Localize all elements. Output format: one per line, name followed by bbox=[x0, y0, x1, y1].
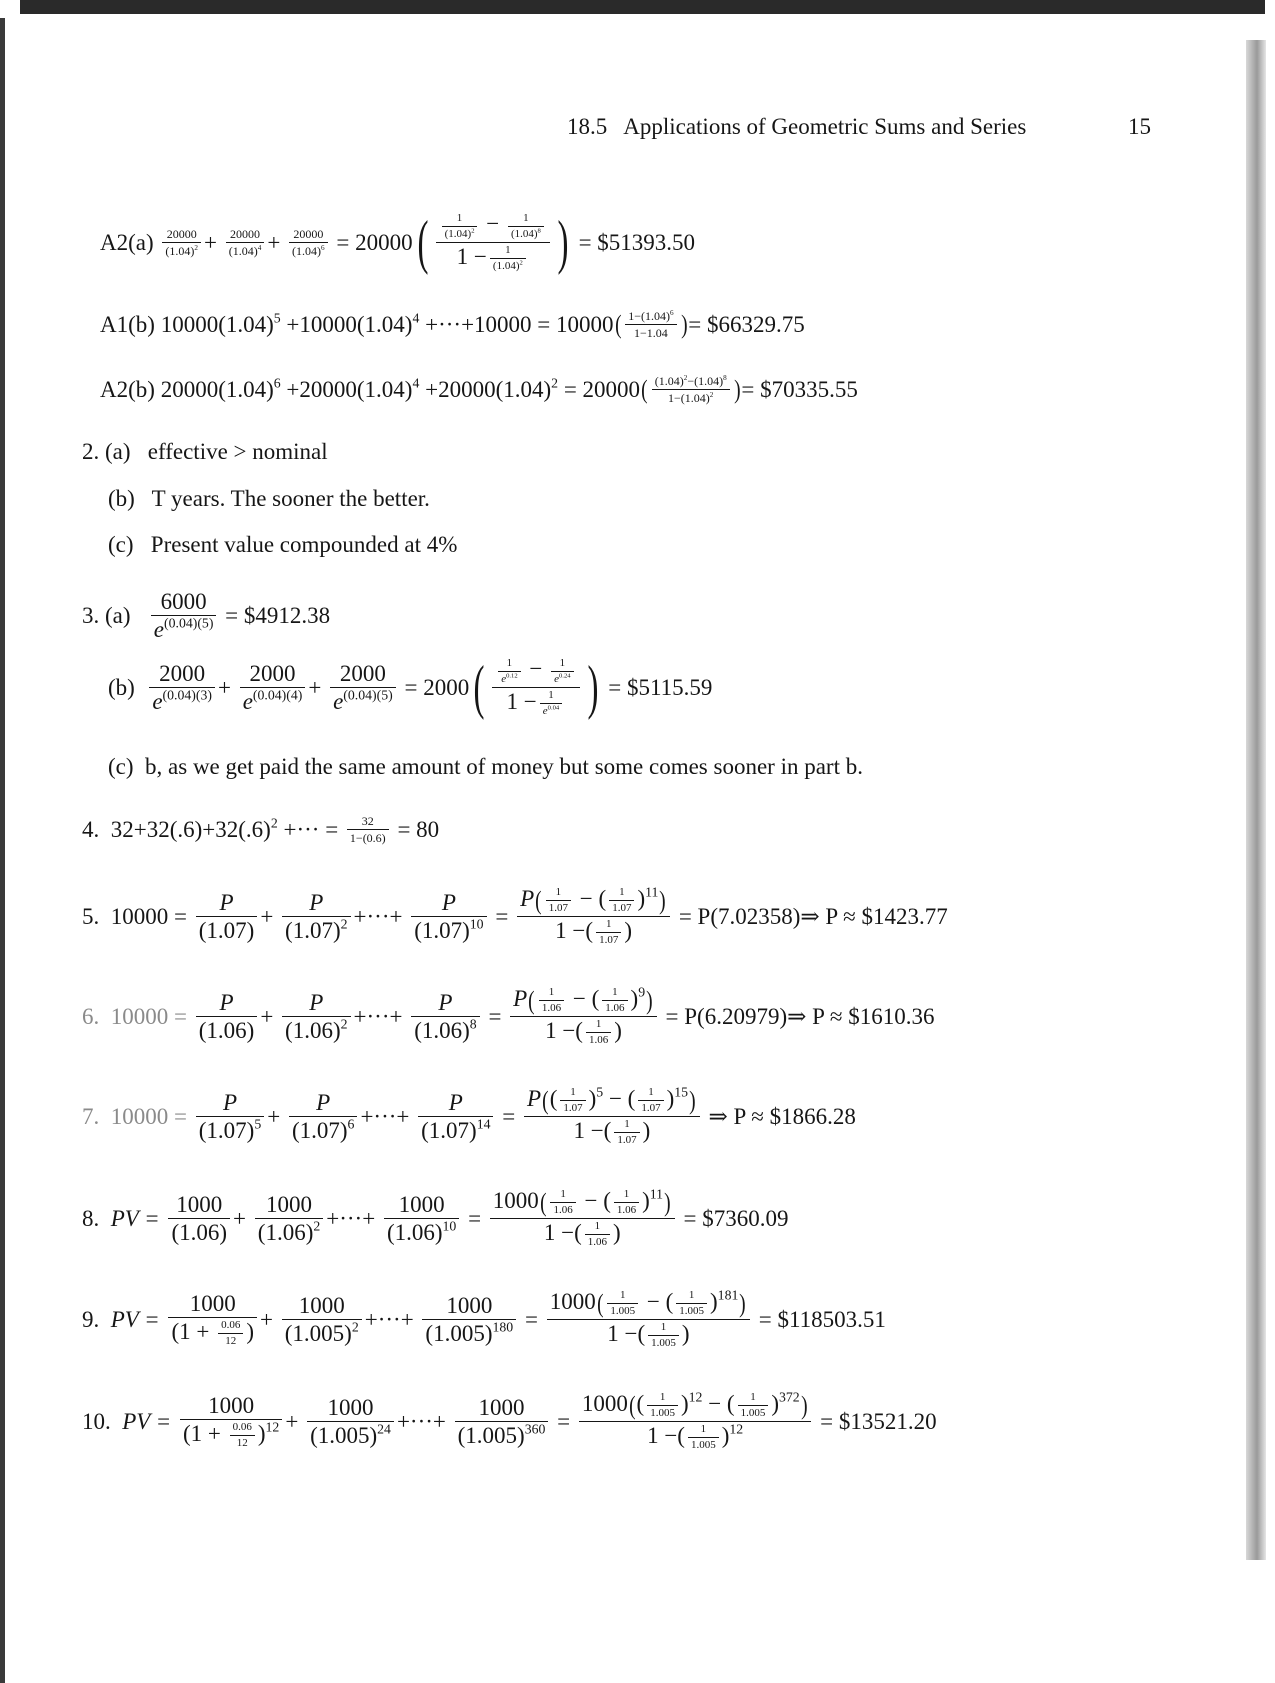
fraction: $\frac{1000}{(1.005)^{360}}$ bbox=[455, 1396, 549, 1447]
fraction: 1000 (1 + $\frac{0.06}{12}$ ) bbox=[168, 1292, 257, 1347]
fraction: $\frac{P}{(1.06)^8}$ bbox=[411, 991, 479, 1042]
fraction: $\frac{1000}{(1.005)^{24}}$ bbox=[307, 1396, 394, 1447]
fraction: $\frac{6000}{e^{(0.04)(5)}}$ bbox=[151, 590, 217, 641]
fraction: $\frac{1000}{(1.005)^2}$ bbox=[282, 1294, 362, 1345]
fraction: $\frac{P}{(1.07)^6}$ bbox=[289, 1091, 357, 1142]
fraction: $\frac{20000}{(1.04)^6}$ bbox=[289, 228, 328, 257]
fraction: $\frac{P}{(1.07)^5}$ bbox=[196, 1091, 264, 1142]
question-6: 6. 10000 = $\frac{P}{(1.06)}$ + $\frac{P}{(1.06)^2}$ +···+ $\frac{P}{(1.06)^8}$ = P( $\frac{1}{1.06}$ − ( $\frac{1}{1.06}$ )$^9$) 1 −( $\frac{1}{1.06}$ ) = P(6.20979)⇒ P ≈ $1610.36 bbox=[82, 984, 935, 1047]
question-8: 8. PV = $\frac{1000}{(1.06)}$ + $\frac{1000}{(1.06)^2}$ +···+ $\frac{1000}{(1.06)^{10}}$ = 1000( $\frac{1}{1.06}$ − ( $\frac{1}{1.06}$ )$^{11}$) 1 −( $\frac{1}{1.06}$ ) = $7360.09 bbox=[82, 1186, 789, 1249]
fraction: $\frac{P}{(1.06)^2}$ bbox=[282, 991, 350, 1042]
scan-left-edge bbox=[0, 18, 5, 1683]
fraction: $\frac{1}{e^{0.12}}$ − $\frac{1}{e^{0.24}}$ 1 − $\frac{1}{e^{0.04}}$ bbox=[492, 657, 579, 716]
scan-top-border bbox=[20, 0, 1265, 14]
fraction: P(( $\frac{1}{1.07}$ )$^5$ − ( $\frac{1}{1.07}$ )$^{15}$) 1 −( $\frac{1}{1.07}$ ) bbox=[524, 1087, 700, 1146]
fraction: P( $\frac{1}{1.07}$ − ( $\frac{1}{1.07}$ )$^{11}$) 1 −( $\frac{1}{1.07}$ ) bbox=[517, 887, 670, 946]
section-title: Applications of Geometric Sums and Series bbox=[623, 114, 1027, 139]
answer-a1b: A1(b) $10000(1.04)^5 +10000(1.04)^4 +\cdot\cdot\cdot+10000 = 10000$( $\frac{1-(1.04)^6}{1-1.04}$ )= $66329.75 bbox=[100, 308, 805, 340]
fraction: $\frac{P}{(1.07)^{10}}$ bbox=[411, 891, 486, 942]
answer-a2b: A2(b) $20000(1.04)^6 +20000(1.04)^4 +20000(1.04)^2 = 20000$( $\frac{(1.04)^2-(1.04)^8}{1-(1.04)^2}$ )= $70335.55 bbox=[100, 373, 858, 405]
fraction: $\frac{1000}{(1.06)^{10}}$ bbox=[384, 1193, 459, 1244]
fraction: 1000( $\frac{1}{1.005}$ − ( $\frac{1}{1.005}$ )$^{181}$) 1 −( $\frac{1}{1.005}$ ) bbox=[547, 1290, 750, 1349]
fraction: $\frac{20000}{(1.04)^4}$ bbox=[226, 228, 265, 257]
fraction: $\frac{1000}{(1.06)^2}$ bbox=[255, 1193, 323, 1244]
question-2a: 2. (a) effective > nominal bbox=[82, 439, 328, 464]
question-5: 5. 10000 = $\frac{P}{(1.07)}$ + $\frac{P}{(1.07)^2}$ +···+ $\frac{P}{(1.07)^{10}}$ = P( $\frac{1}{1.07}$ − ( $\frac{1}{1.07}$ )$^{11}$) 1 −( $\frac{1}{1.07}$ ) = P(7.02358)⇒ P ≈ $1423.77 bbox=[82, 884, 948, 947]
fraction: $\frac{32}{1-(0.6)}$ bbox=[347, 815, 389, 844]
fraction: $\frac{1-(1.04)^6}{1-1.04}$ bbox=[625, 310, 676, 339]
answer-a2a: A2(a) $\frac{20000}{(1.04)^2}$ + $\frac{20000}{(1.04)^4}$ + $\frac{20000}{(1.04)^6}$ = 20000( $\frac{1}{(1.04)^2}$ − $\frac{1}{(1.04)^8}$ 1 − $\frac{1}{(1.04)^2}$ ) = $51393.50 bbox=[100, 209, 696, 275]
question-3b: (b) $\frac{2000}{e^{(0.04)(3)}}$ + $\frac{2000}{e^{(0.04)(4)}}$ + $\frac{2000}{e^{(0.04)(5)}}$ = 2000( $\frac{1}{e^{0.12}}$ − $\frac{1}{e^{0.24}}$ 1 − $\frac{1}{e^{0.04}}$ ) = $5115.59 bbox=[108, 654, 713, 720]
question-3a: 3. (a) $\frac{6000}{e^{(0.04)(5)}}$ = $4912.38 bbox=[82, 589, 331, 642]
section-number: 18.5 bbox=[567, 114, 608, 139]
fraction: $\frac{1}{(1.04)^2}$ − $\frac{1}{(1.04)^8}$ 1 − $\frac{1}{(1.04)^2}$ bbox=[436, 212, 550, 271]
fraction: $\frac{2000}{e^{(0.04)(4)}}$ bbox=[240, 662, 306, 713]
fraction: 1000( $\frac{1}{1.06}$ − ( $\frac{1}{1.06}$ )$^{11}$) 1 −( $\frac{1}{1.06}$ ) bbox=[490, 1189, 675, 1248]
fraction: $\frac{P}{(1.06)}$ bbox=[196, 991, 258, 1042]
fraction: $\frac{(1.04)^2-(1.04)^8}{1-(1.04)^2}$ bbox=[652, 375, 730, 404]
fraction: $\frac{P}{(1.07)^2}$ bbox=[282, 891, 350, 942]
fraction: $\frac{2000}{e^{(0.04)(5)}}$ bbox=[330, 662, 396, 713]
fraction: $\frac{20000}{(1.04)^2}$ bbox=[162, 228, 201, 257]
question-2b: (b) T years. The sooner the better. bbox=[108, 486, 430, 511]
question-7: 7. 10000 = $\frac{P}{(1.07)^5}$ + $\frac{P}{(1.07)^6}$ +···+ $\frac{P}{(1.07)^{14}}$ = P(( $\frac{1}{1.07}$ )$^5$ − ( $\frac{1}{1.07}$ )$^{15}$) 1 −( $\frac{1}{1.07}$ ) ⇒ P ≈ $1866.28 bbox=[82, 1084, 856, 1147]
fraction: $\frac{P}{(1.07)^{14}}$ bbox=[418, 1091, 493, 1142]
fraction: $\frac{1000}{(1.005)^{180}}$ bbox=[422, 1294, 516, 1345]
fraction: 1000(( $\frac{1}{1.005}$ )$^{12}$ − ( $\frac{1}{1.005}$ )$^{372}$) 1 −( $\frac{1}{1.005}$ )$^{12}$ bbox=[579, 1392, 812, 1451]
question-10: 10. PV = 1000 (1 + $\frac{0.06}{12}$ )$^{12}$ + $\frac{1000}{(1.005)^{24}}$ +···+ $\frac{1000}{(1.005)^{360}}$ = 1000(( $\frac{1}{1.005}$ )$^{12}$ − ( $\frac{1}{1.005}$ )$^{372}$) 1 −( $\frac{1}{1.005}$ )$^{12}$ = $13521.20 bbox=[82, 1389, 937, 1452]
question-9: 9. PV = 1000 (1 + $\frac{0.06}{12}$ ) + $\frac{1000}{(1.005)^2}$ +···+ $\frac{1000}{(1.005)^{180}}$ = 1000( $\frac{1}{1.005}$ − ( $\frac{1}{1.005}$ )$^{181}$) 1 −( $\frac{1}{1.005}$ ) = $118503.51 bbox=[82, 1287, 886, 1350]
fraction: $\frac{2000}{e^{(0.04)(3)}}$ bbox=[149, 662, 215, 713]
question-2c: (c) Present value compounded at 4% bbox=[108, 532, 458, 557]
fraction: $\frac{1000}{(1.06)}$ bbox=[168, 1193, 230, 1244]
question-3c: (c) b, as we get paid the same amount of money but some comes sooner in part b. bbox=[108, 754, 863, 779]
page-number: 15 bbox=[1128, 114, 1151, 139]
fraction: 1000 (1 + $\frac{0.06}{12}$ )$^{12}$ bbox=[180, 1394, 282, 1449]
fraction: $\frac{P}{(1.07)}$ bbox=[196, 891, 258, 942]
fraction: P( $\frac{1}{1.06}$ − ( $\frac{1}{1.06}$ )$^9$) 1 −( $\frac{1}{1.06}$ ) bbox=[510, 987, 657, 1046]
running-header bbox=[567, 114, 1026, 140]
question-4: 4. $32+32(.6)+32(.6)^2$ +··· = $\frac{32}{1-(0.6)}$ = 80 bbox=[82, 814, 440, 845]
scan-right-edge bbox=[1246, 40, 1266, 1560]
